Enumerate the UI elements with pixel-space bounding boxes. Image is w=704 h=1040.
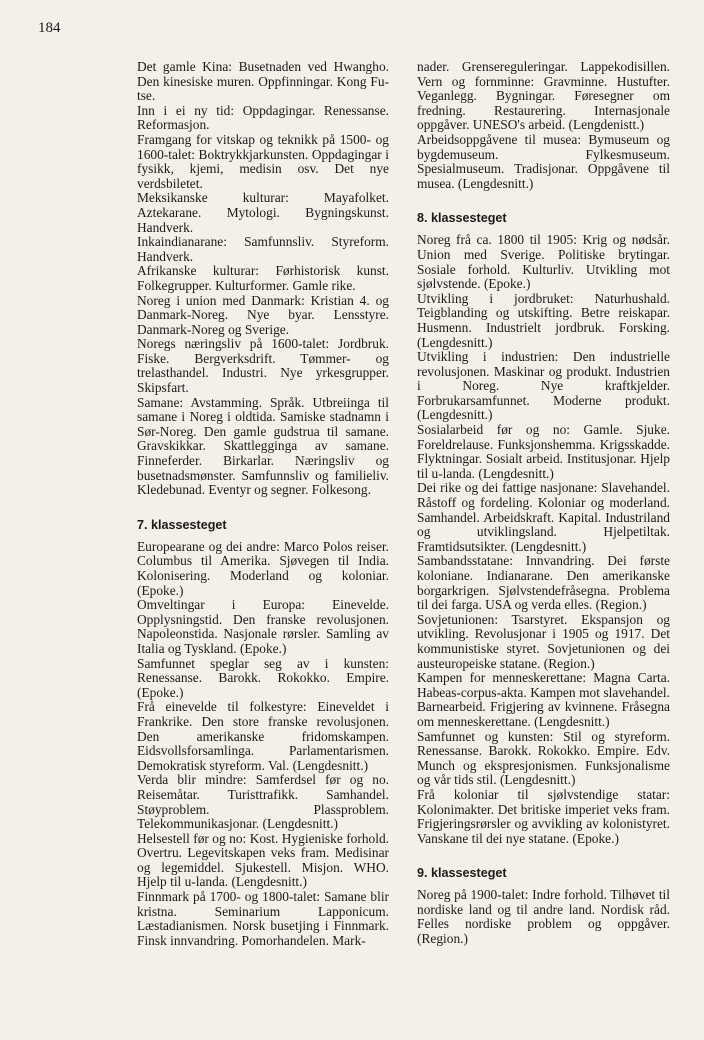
paragraph: Verda blir mindre: Samferdsel før og no. Reisemåtar. Turisttrafikk. Samhandel. Støyproblem. Plassproblem. Telekommunikasjonar. (Lengdesnitt.) (137, 772, 389, 832)
paragraph: Frå koloniar til sjølvstendige statar: Kolonimakter. Det britiske imperiet veks fram. Frigjeringsrørsler og avvikling av kolonistyret. Vanskane til dei nye statane. (Epoke.) (417, 786, 670, 846)
paragraph: Samfunnet speglar seg av i kunsten: Renessanse. Barokk. Rokokko. Empire. (Epoke.) (137, 655, 389, 700)
paragraph: Utvikling i jordbruket: Naturhushald. Teigblanding og utskifting. Betre reiskapar. Husmenn. Industrielt jordbruk. Forsking. (Lengdesnitt.) (417, 290, 670, 350)
paragraph: Noreg frå ca. 1800 til 1905: Krig og nødsår. Union med Sverige. Politiske brytingar. Sosiale forhold. Kulturliv. Utvikling mot sjølvstende. (Epoke.) (417, 232, 670, 292)
paragraph: Inkaindianarane: Samfunnsliv. Styreform. Handverk. (137, 234, 389, 264)
paragraph: Omveltingar i Europa: Einevelde. Opplysningstid. Den franske revolusjonen. Napoleonstida. Nasjonale rørsler. Samling av Italia og Tyskland. (Epoke.) (137, 597, 389, 656)
paragraph: Afrikanske kulturar: Førhistorisk kunst. Folkegrupper. Kulturformer. Gamle rike. (137, 263, 389, 293)
paragraph: Meksikanske kulturar: Mayafolket. Aztekarane. Mytologi. Bygningskunst. Handverk. (137, 190, 389, 235)
paragraph: Kampen for menneskerettane: Magna Carta. Habeas-corpus-akta. Kampen mot slavehandel. Barnearbeid. Frigjering av kvinnene. Fråsegna om menneskerettane. (Lengdesnitt.) (417, 670, 670, 729)
left-block-1 (137, 60, 389, 498)
right-block-2 (417, 233, 670, 846)
paragraph: Frå einevelde til folkestyre: Eineveldet i Frankrike. Den store franske revolusjonen. Den amerikanske fridomskampen. Eidsvollsforsamlinga. Parlamentarismen. Demokratisk styreform. Val. (Lengdesnitt.) (137, 699, 389, 773)
paragraph: Samane: Avstamming. Språk. Utbreiinga til samane i Noreg i oldtida. Samiske stadnamn i Sør-Noreg. Den gamle gudstrua til samane. Gravskikkar. Skattlegginga av samane. Finneferder. Birkarlar. Næringsliv og busetnadsmønster. Samfunnsliv og familieliv. Kledebunad. Eventyr og segner. Folkesong. (137, 394, 389, 498)
paragraph: Sosialarbeid før og no: Gamle. Sjuke. Foreldrelause. Funksjonshemma. Krigsskadde. Flyktningar. Sosialt arbeid. Institusjonar. Hjelp til u-landa. (Lengdesnitt.) (417, 422, 670, 481)
paragraph: Utvikling i industrien: Den industrielle revolusjonen. Maskinar og produkt. Industrien i Noreg. Nye kraftkjelder. Forbrukarsamfunnet. Moderne produkt. (Lengdesnitt.) (417, 349, 670, 423)
paragraph: Noreg i union med Danmark: Kristian 4. og Danmark-Noreg. Nye byar. Lensstyre. Danmark-Noreg og Sverige. (137, 292, 389, 337)
paragraph: Europearane og dei andre: Marco Polos reiser. Columbus til Amerika. Sjøvegen til India. Kolonisering. Moderland og koloniar. (Epoke.) (137, 538, 389, 598)
paragraph: Finnmark på 1700- og 1800-talet: Samane blir kristna. Seminarium Lapponicum. Læstadianismen. Norsk busetjing i Finnmark. Finsk innvandring. Pomorhandelen. Mark- (137, 889, 389, 948)
section-heading-8: 8. klassesteget (417, 211, 507, 226)
right-block-3 (417, 888, 670, 946)
paragraph: Sovjetunionen: Tsarstyret. Ekspansjon og utvikling. Revolusjonar i 1905 og 1917. Det kommunistiske styret. Sovjetunionen og dei austeuropeiske statane. (Region.) (417, 611, 670, 671)
page-number: 184 (38, 20, 61, 36)
paragraph: Det gamle Kina: Busetnaden ved Hwangho. Den kinesiske muren. Oppfinningar. Kong Fu-tse. (137, 59, 389, 104)
paragraph: Arbeidsoppgåvene til musea: Bymuseum og bygdemuseum. Fylkesmuseum. Spesialmuseum. Tradisjonar. Oppgåvene til musea. (Lengdesnitt.) (417, 131, 670, 191)
paragraph: nader. Grensereguleringar. Lappekodisillen. Vern og fornminne: Gravminne. Hustufter. Veganlegg. Bygningar. Føresegner om fredning. Restaurering. Internasjonale oppgåver. UNESO's arbeid. (Lengdenistt.) (417, 59, 670, 133)
left-column (137, 60, 389, 948)
right-block-1 (417, 60, 670, 191)
left-block-2 (137, 540, 389, 949)
paragraph: Samfunnet og kunsten: Stil og styreform. Renessanse. Barokk. Rokokko. Empire. Edv. Munch og ekspresjonismen. Funksjonalisme og vår tids stil. (Lengdesnitt.) (417, 728, 670, 788)
paragraph: Dei rike og dei fattige nasjonane: Slavehandel. Råstoff og fordeling. Koloniar og moderland. Samhandel. Arbeidskraft. Kapital. Industriland og utviklingsland. Hjelpetiltak. Framtidsutsikter. (Lengdesnitt.) (417, 480, 670, 554)
section-heading-9: 9. klassesteget (417, 866, 507, 881)
paragraph: Sambandsstatane: Innvandring. Dei første koloniane. Indianarane. Den amerikanske borgarkrigen. Sjølvstendefråsegna. Problema til dei farga. USA og verda elles. (Region.) (417, 553, 670, 613)
section-heading-7: 7. klassesteget (137, 517, 227, 532)
paragraph: Noreg på 1900-talet: Indre forhold. Tilhøvet til nordiske land og til andre land. Nordisk råd. Felles nordiske problem og oppgåver. (Region.) (417, 887, 670, 947)
paragraph: Framgang for vitskap og teknikk på 1500- og 1600-talet: Boktrykkjarkunsten. Oppdagingar i fysikk, kjemi, medisin osv. Det nye verdsbiletet. (137, 131, 389, 191)
paragraph: Inn i ei ny tid: Oppdagingar. Renessanse. Reformasjon. (137, 102, 389, 133)
paragraph: Noregs næringsliv på 1600-talet: Jordbruk. Fiske. Bergverksdrift. Tømmer- og trelasthandel. Industri. Nye yrkesgrupper. Skipsfart. (137, 336, 389, 396)
right-column (417, 60, 670, 947)
paragraph: Helsestell før og no: Kost. Hygieniske forhold. Overtru. Legevitskapen veks fram. Medisinar og legemiddel. Sjukestell. Misjon. WHO. Hjelp til u-landa. (Lengdesnitt.) (137, 830, 389, 890)
